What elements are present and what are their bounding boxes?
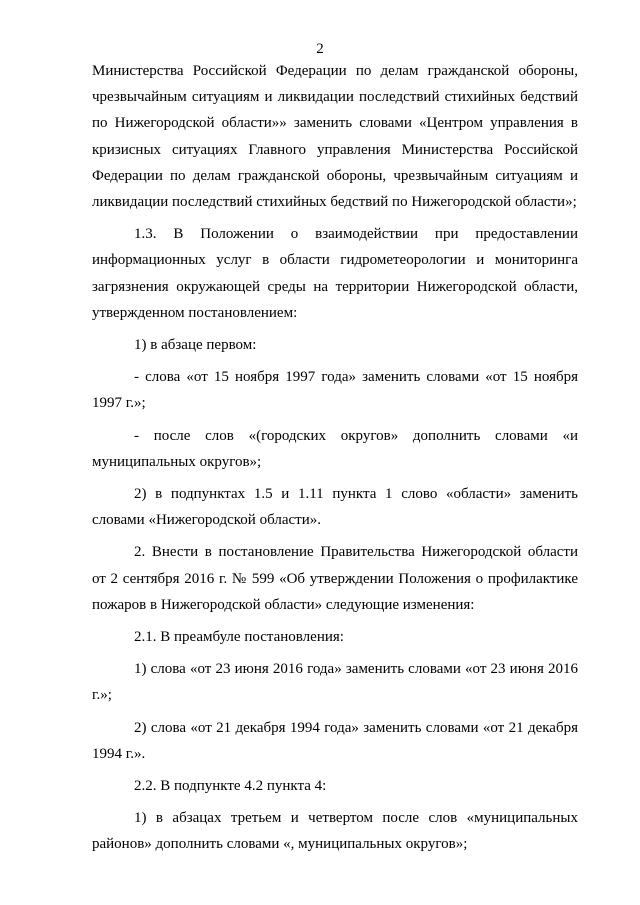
page-number: 2: [316, 41, 324, 57]
paragraph-2-1-item-2: 2) слова «от 21 декабря 1994 года» заменить словами «от 21 декабря 1994 г.».: [92, 719, 578, 762]
document-body: [92, 58, 578, 858]
paragraph-item-2: 2) в подпунктах 1.5 и 1.11 пункта 1 слово «области» заменить словами «Нижегородской области».: [92, 486, 578, 529]
paragraph-continuation: Министерства Российской Федерации по делам гражданской обороны, чрезвычайным ситуациям и ликвидации последствий стихийных бедствий по Нижегородской области»» заменить словами «Центром управления в кризисных ситуациях Главного управления Министерства Российской Федерации по делам гражданской обороны, чрезвычайным ситуациям и ликвидации последствий стихийных бедствий по Нижегородской области»;: [92, 63, 578, 211]
paragraph-dash-1: - слова «от 15 ноября 1997 года» заменить словами «от 15 ноября 1997 г.»;: [92, 369, 578, 412]
paragraph-2-2-item-1: 1) в абзацах третьем и четвертом после слов «муниципальных районов» дополнить словами «, муниципальных округов»;: [92, 810, 578, 853]
paragraph-item-1: 1) в абзаце первом:: [134, 337, 257, 354]
paragraph-1-3: 1.3. В Положении о взаимодействии при предоставлении информационных услуг в области гидрометеорологии и мониторинга загрязнения окружающей среды на территории Нижегородской области, утвержденном постановлением:: [92, 226, 578, 321]
paragraph-2-1: 2.1. В преамбуле постановления:: [134, 629, 344, 646]
paragraph-2-2: 2.2. В подпункте 4.2 пункта 4:: [134, 778, 327, 795]
paragraph-2: 2. Внести в постановление Правительства Нижегородской области от 2 сентября 2016 г. № 599 «Об утверждении Положения о профилактике пожаров в Нижегородской области» следующие изменения:: [92, 544, 578, 613]
paragraph-2-1-item-1: 1) слова «от 23 июня 2016 года» заменить словами «от 23 июня 2016 г.»;: [92, 661, 578, 704]
paragraph-dash-2: - после слов «(городских округов» дополнить словами «и муниципальных округов»;: [92, 427, 578, 470]
